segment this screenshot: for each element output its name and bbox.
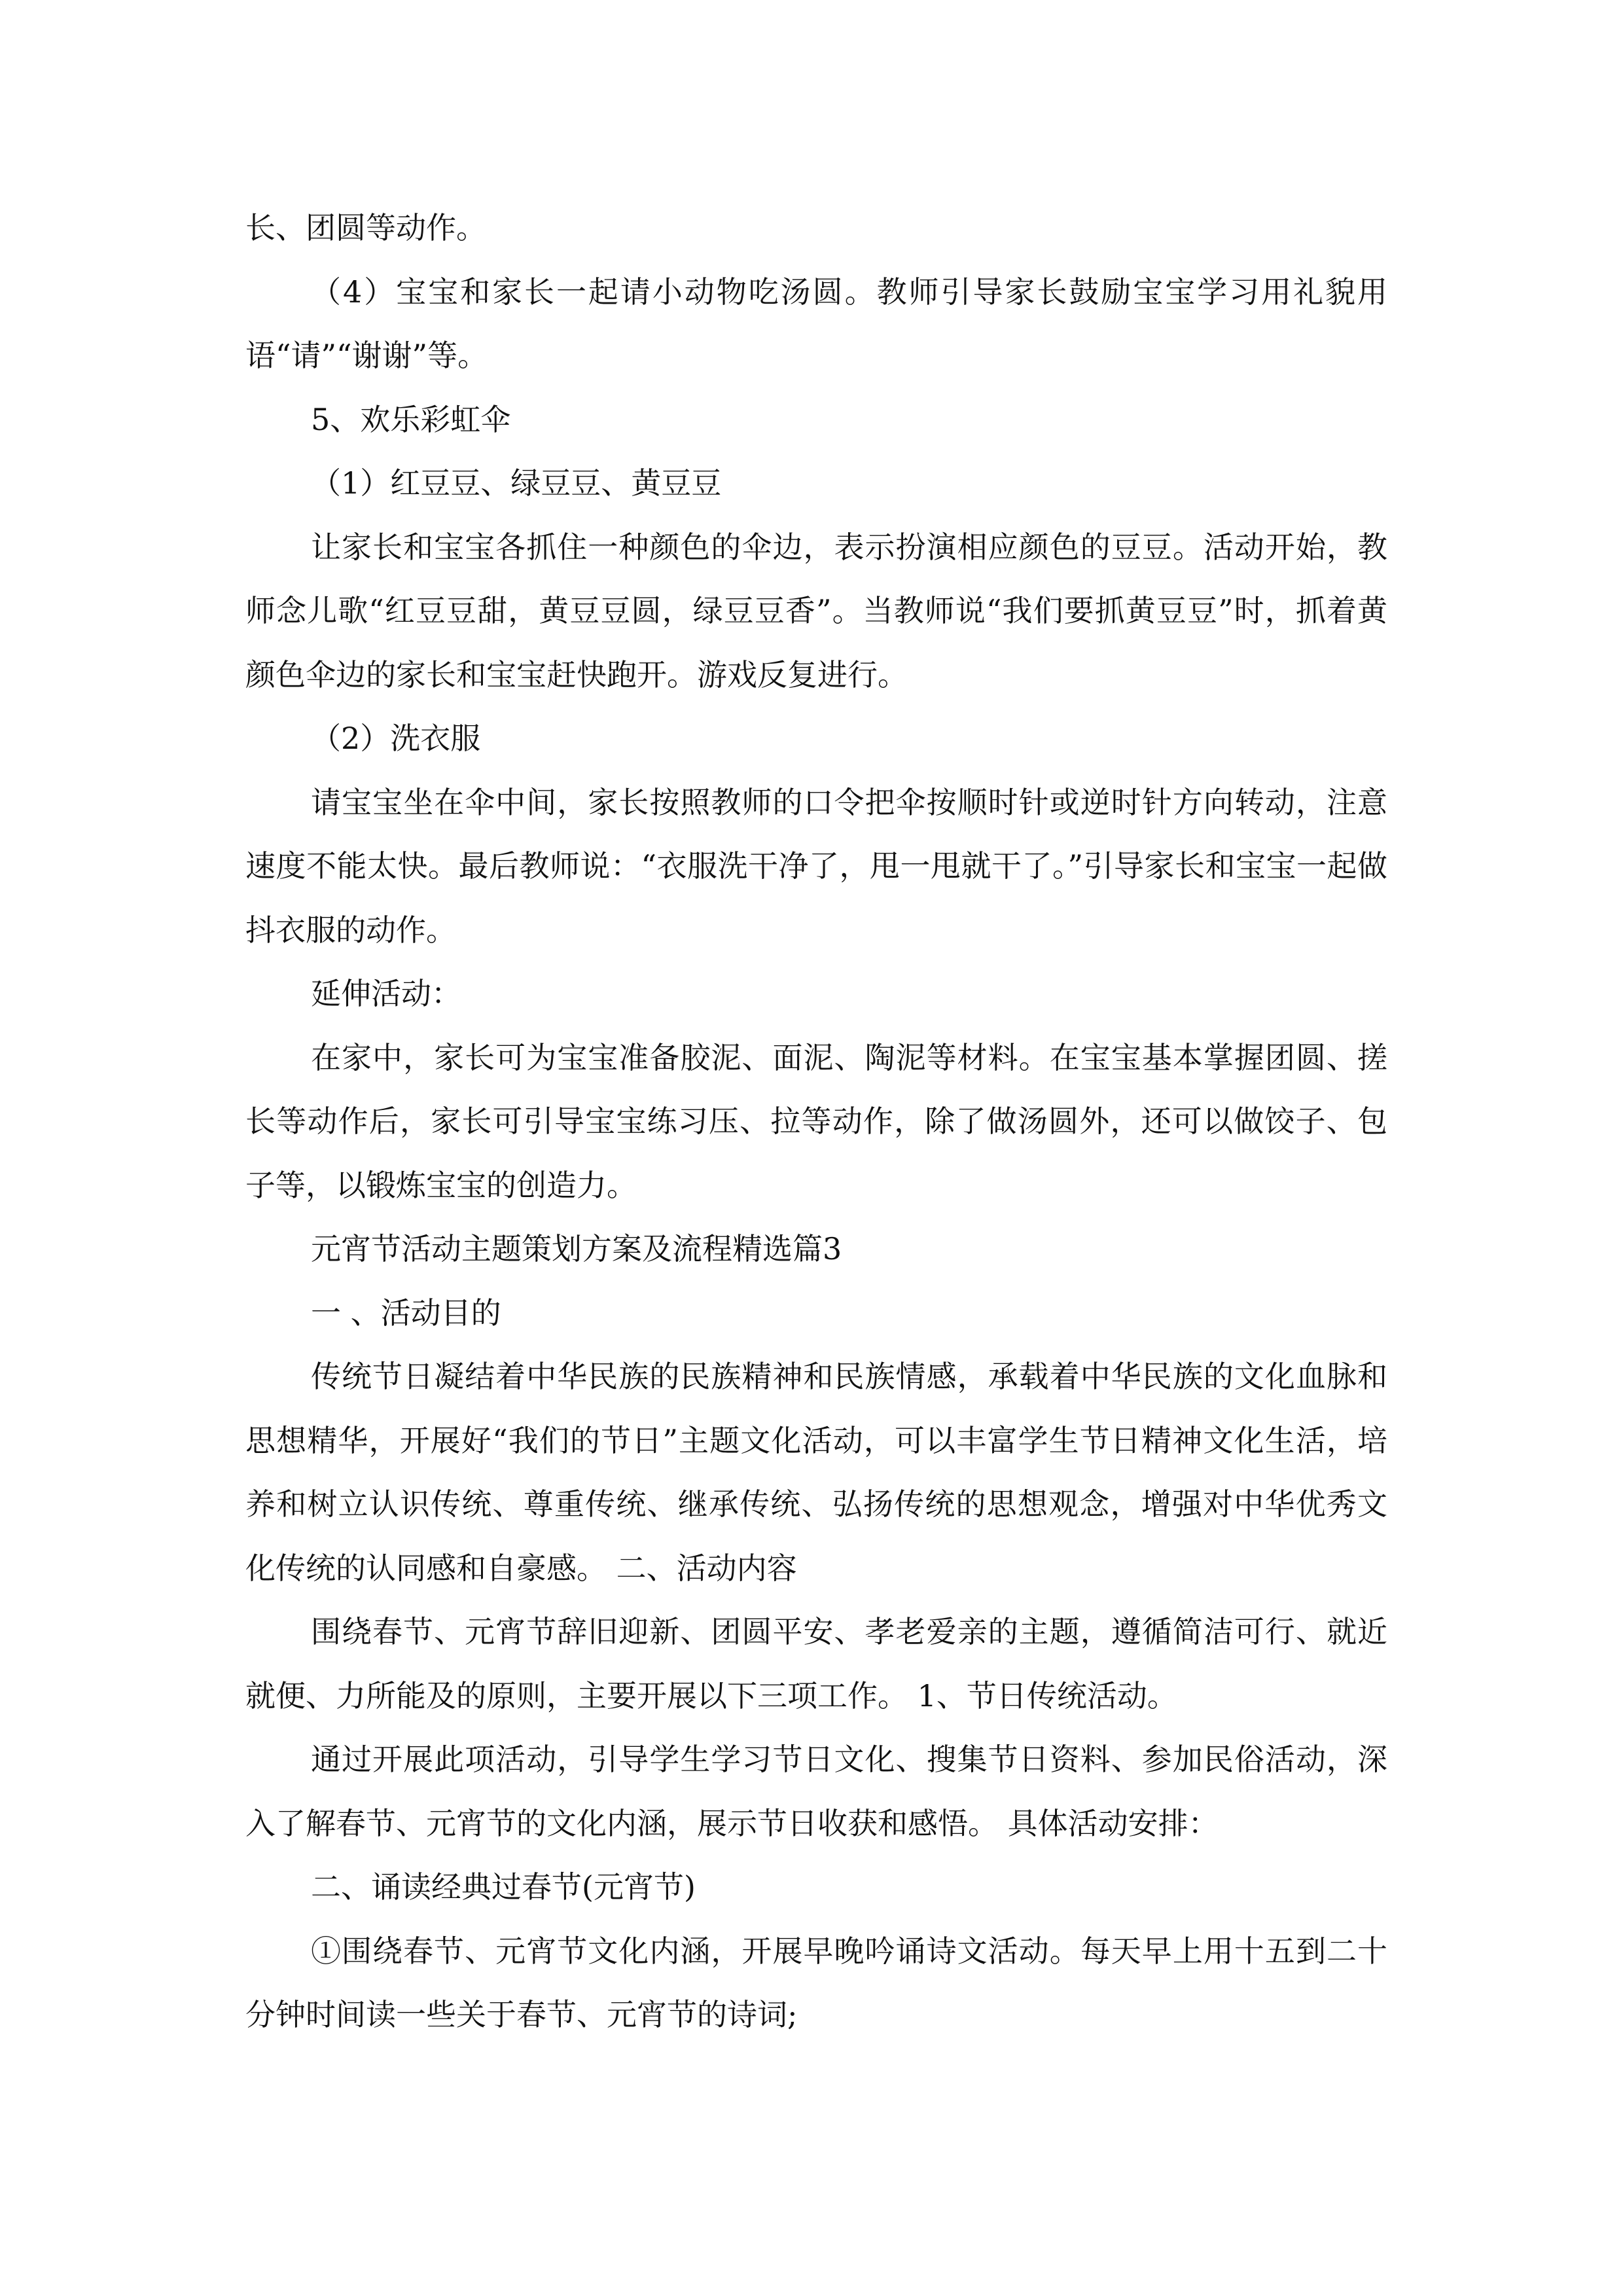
paragraph-activity-arrangement: 通过开展此项活动，引导学生学习节日文化、搜集节日资料、参加民俗活动，深入了解春节、元宵节的文化内涵，展示节日收获和感悟。 具体活动安排： [245,1742,1387,1841]
subheading-washing-clothes: （2）洗衣服 [311,721,481,756]
paragraph-washing-clothes: 请宝宝坐在伞中间，家长按照教师的口令把伞按顺时针或逆时针方向转动，注意速度不能太快。最后教师说：“衣服洗干净了，甩一甩就干了。”引导家长和宝宝一起做抖衣服的动作。 [245,784,1387,948]
heading-classic-reading: 二、诵读经典过春节(元宵节) [311,1869,696,1905]
paragraph-extension-activity: 在家中，家长可为宝宝准备胶泥、面泥、陶泥等材料。在宝宝基本掌握团圆、搓长等动作后，家长可引导宝宝练习压、拉等动作，除了做汤圆外，还可以做饺子、包子等，以锻炼宝宝的创造力。 [245,1039,1387,1203]
paragraph-activity-purpose: 传统节日凝结着中华民族的民族精神和民族情感，承载着中华民族的文化血脉和思想精华，开展好“我们的节日”主题文化活动，可以丰富学生节日精神文化生活，培养和树立认识传统、尊重传统、继承传统、弘扬传统的思想观念，增强对中华优秀文化传统的认同感和自豪感。 二、活动内容 [245,1359,1387,1586]
paragraph-continuation: 长、团圆等动作。 [245,210,486,245]
heading-extension-activity: 延伸活动： [311,976,461,1011]
paragraph-activity-scope: 围绕春节、元宵节辞旧迎新、团圆平安、孝老爱亲的主题，遵循简洁可行、就近就便、力所能及的原则，主要开展以下三项工作。 1、节日传统活动。 [245,1614,1387,1713]
section-title-part-3: 元宵节活动主题策划方案及流程精选篇3 [311,1231,842,1266]
paragraph-beans-game: 让家长和宝宝各抓住一种颜色的伞边，表示扮演相应颜色的豆豆。活动开始，教师念儿歌“红豆豆甜，黄豆豆圆，绿豆豆香”。当教师说“我们要抓黄豆豆”时，抓着黄颜色伞边的家长和宝宝赶快跑开。游戏反复进行。 [245,529,1387,692]
heading-activity-purpose: 一 、活动目的 [311,1295,501,1331]
paragraph-step-4: （4）宝宝和家长一起请小动物吃汤圆。教师引导家长鼓励宝宝学习用礼貌用语“请”“谢谢”等。 [245,274,1387,373]
heading-rainbow-umbrella: 5、欢乐彩虹伞 [311,401,511,437]
paragraph-classic-reading: ①围绕春节、元宵节文化内涵，开展早晚吟诵诗文活动。每天早上用十五到二十分钟时间读一些关于春节、元宵节的诗词; [245,1933,1387,2032]
document-body [245,196,1387,2047]
subheading-beans-game: （1）红豆豆、绿豆豆、黄豆豆 [311,465,722,501]
